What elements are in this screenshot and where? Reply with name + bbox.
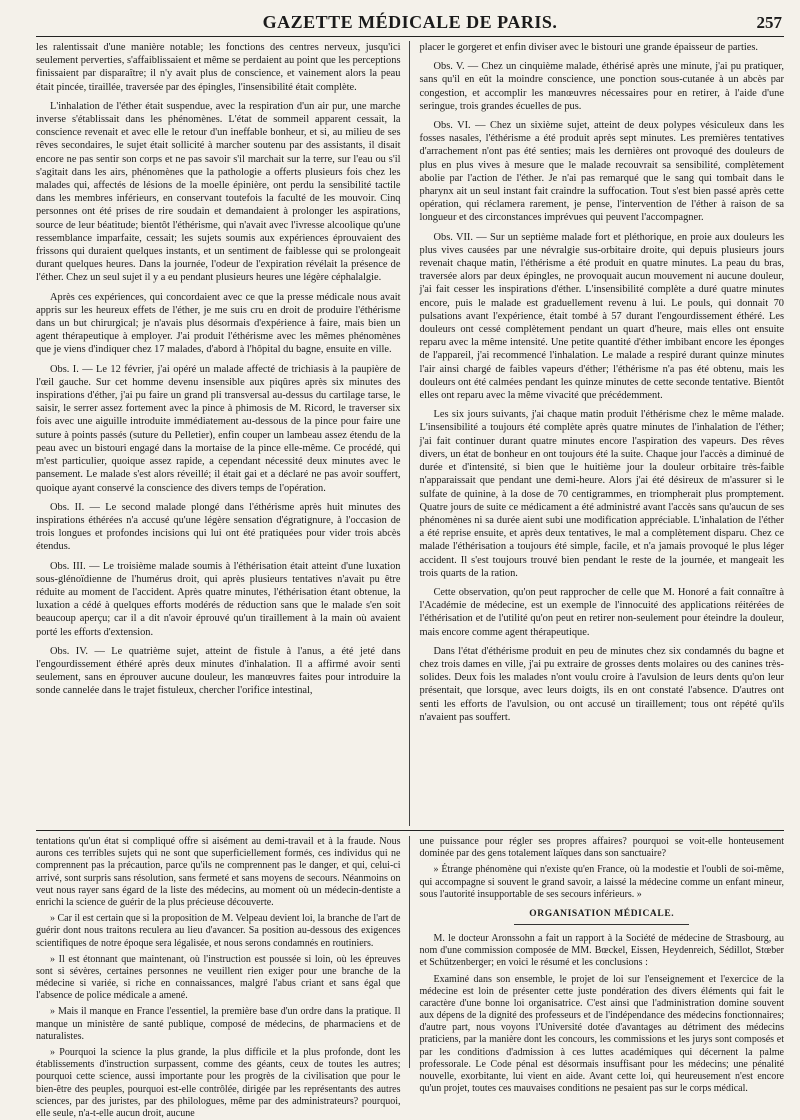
paragraph: Examiné dans son ensemble, le projet de loi sur l'enseignement et l'exercice de la médecine est loin de présenter cette juste pondération des divers éléments qui fait le caractère d'une bonne loi organisatrice. C'est ainsi que l'administration domine souvent aux dépens de la dignité des professeurs et de l'indépendance des médecins fonctionnaires; d'autre part, nous voyons l'Université dotée d'avantages au détriment des médecins praticiens, par la manière dont les concours, les commissions et les jurys sont composés et par les conditions d'admission à ces luttes académiques qui décernent la palme professorale. Le Code pénal est désormais insuffisant pour les médecins; une pénalité nouvelle, exorbitante, lui vient en aide. Avant cette loi, qui heureusement n'est encore qu'un projet, toutes ces mauvaises conditions ne pesaient pas sur le corps médical.	[419, 973, 784, 1095]
observation-7: Obs. VII. — Sur un septième malade fort et pléthorique, en proie aux douleurs les plus vives causées par une névralgie sus-orbitaire droite, qui depuis plusieurs jours revenait chaque matin, l'éthérisme a été produit en quatre minutes. La peau du bras, traversée alors par deux épingles, ne provoquait aucun mouvement ni aucune douleur, j'ai fait cesser les inspirations d'éther. L'insensibilité complète a duré quatre minutes encore, puis le malade est graduellement revenu à lui. Le pouls, qui donnait 70 pulsations avant l'expérience, était tombé à 57 durant l'engourdissement éthéré. Les douleurs ont cessé complètement pendant un quart d'heure, mais elles ont ensuite reparu avec la même intensité. Une petite quantité d'éther imbibant encore les éponges de l'appareil, j'ai recommencé l'inhalation. Le malade a respiré durant quinze minutes l'air ainsi chargé de faibles vapeurs d'éther; l'éthérisme n'a pas été obtenu, mais les douleurs ont été calmées pendant les quinze minutes de cette seconde tentative. Bientôt elles ont reparu avec la même vivacité que précédemment.	[419, 231, 784, 402]
observation-2: Obs. II. — Le second malade plongé dans l'éthérisme après huit minutes des inspirations éthérées n'a accusé qu'une légère sensation d'égratignure, à l'occasion de trois longues et profondes incisions qui lui ont été pratiquées pour vider trois abcès étendus.	[36, 501, 401, 553]
paragraph: Les six jours suivants, j'ai chaque matin produit l'éthérisme chez le même malade. L'insensibilité a toujours été complète après quatre minutes de l'inhalation de l'éther; j'ai fait continuer durant quatre minutes encore l'aspiration des vapeurs. Des rêves divers, un état de bonheur en ont toujours été la suite. Chaque jour l'accès a diminué de durée et d'intensité, si bien que le huitième jour la douleur orbitaire très-faible n'apparaissait que pendant une demi-heure. Alors j'ai été désireux de m'assurer si le sulfate de quinine, à la dose de 70 centigrammes, en triompherait plus promptement. Quatre jours de suite ce médicament a été administré avant l'accès sans qu'aucun de ses phénomènes ni sa durée aient subi une modification appréciable. L'inhalation de l'éther a été reprise ensuite, et après deux tentatives, le mal a complètement disparu. Chez ce malade l'éthérisation a toujours été simple, facile, et n'a jamais provoqué le plus léger accident. Il s'est toujours trouvé bien pendant le reste de la journée, et mangeait les trois quarts de la ration.	[419, 409, 784, 579]
paragraph: Après ces expériences, qui concordaient avec ce que la presse médicale nous avait appris sur les heureux effets de l'éther, je me suis cru en droit de produire l'éthérisme dans un but chirurgical; je n'avais plus désormais d'expérience à faire, mais bien un agent thérapeutique à employer. J'ai produit l'éthérisme avec les mêmes phénomènes que je viens d'indiquer chez 17 malades, d'abord à l'hôpital du bagne, ensuite en ville.	[36, 291, 401, 356]
paragraph: tentations qu'un état si compliqué offre si aisément au demi-travail et à la fraude. Nous aurons ces terribles sujets qui ne sont que superficiellement formés, ces individus qui ne comprennent pas la précaution, parce qu'ils ne comprennent pas le danger, et qui, celui-ci arrivé, sont surpris sans résolution, sans fermeté et sans moyens de secours. Néanmoins on veut nous rayer sans égard de la liste des médecins, au moment où un médecin-dentiste a enrichi la science de guérir de la plus précieuse découverte.	[36, 836, 401, 908]
journal-title: GAZETTE MÉDICALE DE PARIS.	[262, 12, 558, 32]
paragraph: » Mais il manque en France l'essentiel, la première base d'un ordre dans la pratique. Il manque un ministère de santé publique, composé de médecins, de pharmaciens et de naturalistes.	[36, 1006, 401, 1042]
paragraph: » Étrange phénomène qui n'existe qu'en France, où la modestie et l'oubli de soi-même, qui accompagne si souvent le grand savoir, a laissé la médecine comme un enfant mineur, sous l'autorité insupportable de ses secours inférieurs. »	[419, 864, 784, 900]
article-section-top	[36, 41, 784, 826]
paragraph: Dans l'état d'éthérisme produit en peu de minutes chez six condamnés du bagne et chez trois dames en ville, j'ai pu extraire de grosses dents molaires ou des canines très-solides. Deux fois les malades n'ont voulu croire à l'avulsion de leurs dents qu'on leur présentait, que lorsque, avec leurs doigts, ils en ont constaté l'absence. D'autres ont senti les efforts de l'avulsion, ou ont accusé un tiraillement; tous ont répété qu'ils n'avaient pas souffert.	[419, 645, 784, 723]
heading-divider	[514, 924, 689, 925]
paragraph: les ralentissait d'une manière notable; les fonctions des centres nerveux, jusqu'ici seulement perverties, s'affaiblissaient et même se perdaient au point que les perceptions finissaient par disparaître; il n'y avait plus de conscience, et vainement alors la peau était pincée, tiraillée, traversée par des épingles, l'insensibilité était complète.	[36, 42, 401, 93]
paragraph: une puissance pour régler ses propres affaires? pourquoi se voit-elle honteusement dominée par des gens totalement laïques dans son sanctuaire?	[419, 836, 784, 860]
top-left-column	[36, 41, 410, 826]
observation-5: Obs. V. — Chez un cinquième malade, éthérisé après une minute, j'ai pu pratiquer, sans qu'il en eût la moindre conscience, une ponction sous-cutanée à un abcès par congestion, et accomplir les manœuvres nécessaires pour en retirer, à l'aide d'une seringue, trois grandes écuelles de pus.	[419, 61, 784, 112]
top-right-column	[420, 41, 785, 826]
paragraph: L'inhalation de l'éther était suspendue, avec la respiration d'un air pur, une marche inverse s'établissait dans les phénomènes. L'état de sommeil apparent cessait, la conscience revenait et avec elle le retour d'un ineffable bonheur, et si, au milieu de ses rêves secondaires, le sujet était sollicité à marcher soutenu par des assistants, il disait encore ne pas sentir son corps et ne pas savoir s'il marchait sur la terre, sur l'eau ou s'il s'agitait dans les airs, phénomènes que la pathologie a offerts plusieurs fois chez les malades qui, affectés de lésions de la moelle épinière, ont perdu la sensibilité tactile dans les membres inférieurs, en conservant toutefois la faculté de les mouvoir. Cinq personnes ont été prises de rire soudain et demandaient à prolonger les aspirations, source de leur béatitude; bientôt l'éthérisme, qui n'avait avec l'ivresse alcoolique qu'une ressemblance imparfaite, cessait; les sujets soumis aux expériences éprouvaient des frissons qui duraient quelques instants, et un sentiment de faiblesse qui se prolongeait durant quelques heures. Dans la journée, l'odeur de l'expiration révélait la présence de l'éther. Chez un seul sujet il y a eu pendant plusieurs heures une légère céphalalgie.	[36, 100, 401, 284]
paragraph: » Il est étonnant que maintenant, où l'instruction est poussée si loin, où les épreuves sont si sévères, certaines personnes ne veuillent rien exiger pour une branche de la médecine si variée, si riche en connaissances, malgré l'abus criant et sans égal que l'absence de police médicale a amené.	[36, 953, 401, 1002]
article-section-bottom	[36, 830, 784, 1119]
observation-6: Obs. VI. — Chez un sixième sujet, atteint de deux polypes vésiculeux dans les fosses nasales, l'éthérisme a été produit après sept minutes. Les premières tentatives d'arrachement n'ont pas été senties; mais les dernières ont provoqué des douleurs de plus en plus vives à mesure que le malade recouvrait sa sensibilité, complètement abolie par l'action de l'éther. Je n'ai pas remarqué que le sang qui tombait dans le pharynx ait un seul instant fait craindre la suffocation. Tout s'est bien passé après cette opération, qui réclamera rarement, je pense, l'intervention de l'éther à raison de sa longueur et des circonstances imprévues qui peuvent l'accompagner.	[419, 120, 784, 224]
paragraph: Cette observation, qu'on peut rapprocher de celle que M. Honoré a fait connaître à l'Académie de médecine, est un exemple de l'innocuité des applications réitérées de l'éthérisation et de l'utilité qu'on peut en retirer non-seulement pour éteindre la douleur, mais encore comme agent thérapeutique.	[419, 586, 784, 638]
observation-1: Obs. I. — Le 12 février, j'ai opéré un malade affecté de trichiasis à la paupière de l'œil gauche. Sur cet homme devenu insensible aux piqûres après six minutes des inspirations d'éther, j'ai pu faire un grand pli transversal au-dessus du cartilage tarse, le saisir, le serrer assez fortement avec la pince à phimosis de M. Ricord, le traverser six fois avec une aiguille introduite immédiatement au-dessous de la pince pour faire une suture à points passés (suture du Pelletier), enfin couper un lambeau assez étendu de la peau avec un bistouri engagé dans la mortaise de la pince elle-même. Ce procédé, qui m'est particulier, quoique assez rapide, a cependant nécessité deux minutes avec le pansement. Le malade s'est alors réveillé; il était gai et a déclaré ne pas avoir souffert, quoique ayant conservé la conscience des divers temps de l'opération.	[36, 363, 401, 494]
paragraph: M. le docteur Aronssohn a fait un rapport à la Société de médecine de Strasbourg, au nom d'une commission composée de MM. Bœckel, Eissen, Heydenreich, Sédillot, Stœber et Schützenberger; en voici le résumé et les conclusions :	[419, 932, 784, 969]
page-header	[36, 6, 784, 37]
observation-3: Obs. III. — Le troisième malade soumis à l'éthérisation était atteint d'une luxation sous-glénoïdienne de l'humérus droit, qui après plusieurs tentatives n'avait pu être réduite au moment de l'accident. Après quatre minutes, l'éthérisation étant obtenue, la luxation a cédé à quelques efforts modérés de réduction sans que le malade s'en soit beaucoup aperçu; car il a dit n'avoir éprouvé qu'un tiraillement à la main où avaient porté les efforts d'extension.	[36, 560, 401, 638]
bottom-right-column	[419, 836, 785, 1095]
bottom-left-column	[36, 836, 410, 1119]
paragraph: » Pourquoi la science la plus grande, la plus difficile et la plus profonde, dont les établissements d'instruction surpassent, comme des géants, ceux de toutes les autres; pourquoi cette science, aussi importante pour les progrès de la civilisation que pour le bien-être des peuples, pourquoi est-elle contrôlée, dirigée par les représentants des autres sciences, par des juristes, par des philologues, même par des administrateurs? pourquoi, elle seule, n'a-t-elle aucun droit, aucune	[36, 1047, 401, 1119]
paragraph: placer le gorgeret et enfin diviser avec le bistouri une grande épaisseur de parties.	[419, 42, 759, 53]
observation-4: Obs. IV. — Le quatrième sujet, atteint de fistule à l'anus, a été jeté dans l'engourdissement éthéré après deux minutes d'inhalation. Il a affirmé avoir senti seulement, sans en éprouver aucune douleur, les manœuvres faites pour introduire la sonde cannelée dans le trajet fistuleux, chercher l'orifice intestinal,	[36, 645, 401, 697]
page-number: 257	[756, 13, 782, 32]
section-heading: ORGANISATION MÉDICALE.	[529, 908, 675, 919]
paragraph: » Car il est certain que si la proposition de M. Velpeau devient loi, la branche de l'art de guérir dont nous traitons reculera au lieu d'avancer. Sa position au-dessous des exigences scientifiques de notre époque sera légalisée, et nous serons condamnés en routiniers.	[36, 913, 401, 949]
